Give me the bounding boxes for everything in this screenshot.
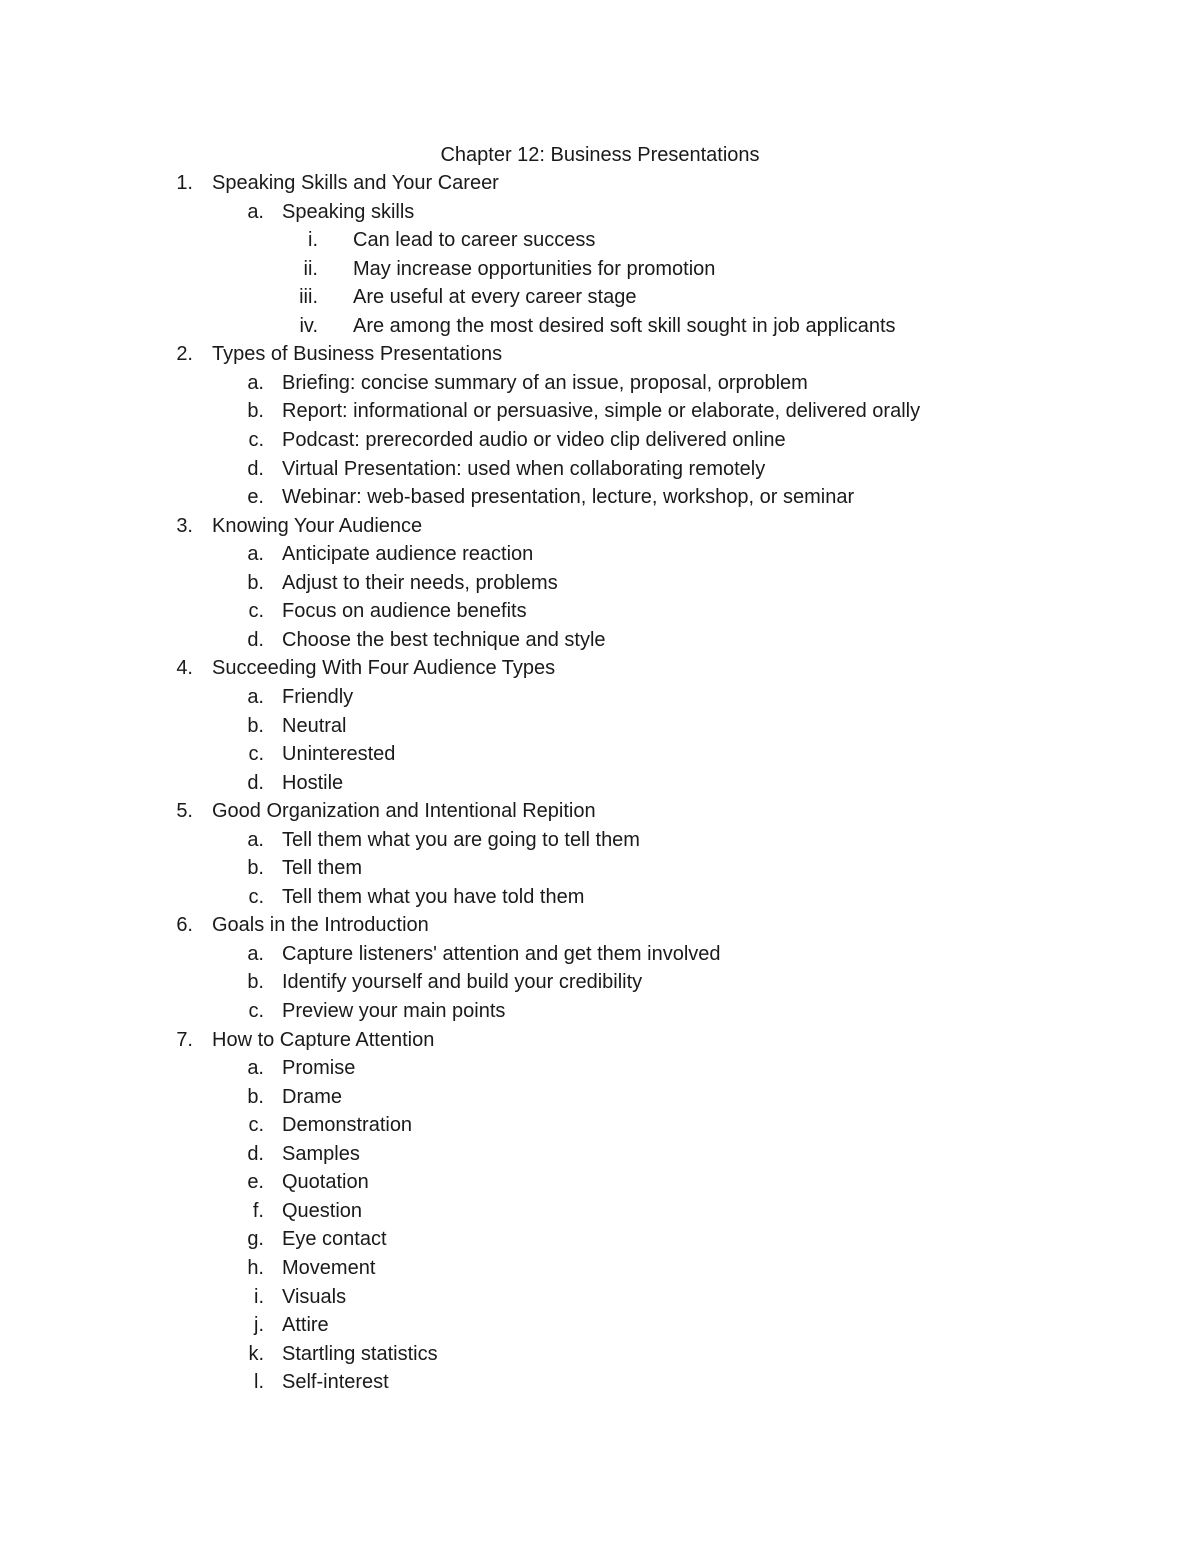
- list-text: Drame: [282, 1085, 343, 1108]
- list-text: Capture listeners' attention and get them involved: [282, 942, 721, 965]
- list-item: [0, 569, 1200, 597]
- list-text: Tell them what you have told them: [282, 885, 585, 908]
- list-item: [0, 426, 1200, 454]
- list-text: Report: informational or persuasive, simple or elaborate, delivered orally: [282, 400, 921, 423]
- list-text: Focus on audience benefits: [282, 600, 527, 623]
- list-text: Goals in the Introduction: [212, 914, 429, 937]
- list-text: Types of Business Presentations: [212, 343, 503, 366]
- list-marker: a.: [247, 1057, 264, 1080]
- list-item: [0, 683, 1200, 711]
- list-text: Speaking Skills and Your Career: [212, 172, 499, 194]
- list-item: [0, 826, 1200, 854]
- list-marker: a.: [247, 371, 264, 394]
- list-item: [0, 597, 1200, 625]
- list-item: [0, 626, 1200, 654]
- list-item: [0, 883, 1200, 911]
- list-text: Samples: [282, 1142, 360, 1165]
- list-text: Identify yourself and build your credibility: [282, 971, 643, 994]
- list-item: [0, 1197, 1200, 1225]
- list-marker: d.: [247, 628, 264, 651]
- list-marker: e.: [247, 486, 264, 509]
- list-marker: b.: [247, 857, 264, 880]
- list-text: Quotation: [282, 1171, 369, 1194]
- list-marker: h.: [247, 1256, 264, 1279]
- list-text: Promise: [282, 1057, 356, 1080]
- list-marker: c.: [248, 1114, 264, 1137]
- list-text: Speaking skills: [282, 200, 415, 223]
- list-item: [0, 1140, 1200, 1168]
- list-marker: e.: [247, 1171, 264, 1194]
- list-marker: a.: [247, 942, 264, 965]
- list-marker: c.: [248, 428, 264, 451]
- list-text: Neutral: [282, 714, 347, 737]
- list-item: [0, 369, 1200, 397]
- list-item: [0, 1054, 1200, 1082]
- list-marker: a.: [247, 828, 264, 851]
- list-item: [0, 968, 1200, 996]
- list-text: Friendly: [282, 685, 354, 708]
- list-marker: b.: [247, 1085, 264, 1108]
- list-marker: iii.: [299, 286, 318, 309]
- list-text: Can lead to career success: [353, 229, 596, 252]
- list-marker: a.: [247, 200, 264, 223]
- list-marker: 7.: [176, 1028, 193, 1051]
- list-marker: 4.: [176, 657, 193, 680]
- list-item: [0, 854, 1200, 882]
- list-text: Movement: [282, 1256, 376, 1279]
- list-marker: b.: [247, 971, 264, 994]
- list-item: [0, 1225, 1200, 1253]
- list-item: [0, 1311, 1200, 1339]
- list-text: Self-interest: [282, 1371, 389, 1394]
- list-text: Preview your main points: [282, 1000, 506, 1022]
- list-text: Webinar: web-based presentation, lecture, workshop, or seminar: [282, 486, 855, 509]
- list-marker: c.: [248, 1000, 264, 1022]
- list-marker: f.: [252, 1199, 264, 1222]
- section-heading: [0, 797, 1200, 825]
- list-marker: l.: [254, 1371, 264, 1394]
- list-text: Question: [282, 1199, 363, 1222]
- list-marker: 2.: [176, 343, 193, 366]
- sub-list-item: [0, 226, 1200, 254]
- list-marker: c.: [248, 885, 264, 908]
- list-text: Attire: [282, 1314, 329, 1336]
- list-marker: i.: [254, 1285, 264, 1308]
- list-item: [0, 740, 1200, 768]
- section-heading: [0, 1026, 1200, 1054]
- list-marker: d.: [247, 771, 264, 794]
- list-marker: b.: [247, 714, 264, 737]
- list-item: [0, 1368, 1200, 1396]
- list-item: [0, 1254, 1200, 1282]
- list-text: How to Capture Attention: [212, 1028, 435, 1051]
- list-text: Tell them: [282, 857, 363, 880]
- sub-list-item: [0, 283, 1200, 311]
- list-marker: a.: [247, 543, 264, 566]
- list-marker: 3.: [176, 514, 193, 537]
- list-marker: 6.: [176, 914, 193, 937]
- list-item: [0, 769, 1200, 797]
- list-marker: a.: [247, 685, 264, 708]
- list-item: [0, 397, 1200, 425]
- list-marker: b.: [247, 400, 264, 423]
- list-text: Podcast: prerecorded audio or video clip delivered online: [282, 428, 786, 451]
- list-text: Are among the most desired soft skill sought in job applicants: [353, 314, 896, 337]
- list-marker: 1.: [176, 172, 193, 194]
- list-text: Eye contact: [282, 1228, 387, 1251]
- list-text: Adjust to their needs, problems: [282, 571, 558, 594]
- list-marker: k.: [248, 1342, 264, 1365]
- list-item: [0, 1111, 1200, 1139]
- list-text: Good Organization and Intentional Repition: [212, 800, 596, 823]
- list-item: [0, 997, 1200, 1025]
- list-text: Briefing: concise summary of an issue, proposal, orproblem: [282, 371, 808, 394]
- list-text: Are useful at every career stage: [353, 286, 637, 309]
- list-text: Hostile: [282, 771, 344, 794]
- list-marker: iv.: [299, 314, 318, 337]
- list-text: Visuals: [282, 1285, 347, 1308]
- list-text: May increase opportunities for promotion: [353, 257, 716, 280]
- list-text: Anticipate audience reaction: [282, 543, 534, 566]
- list-item: [0, 483, 1200, 511]
- list-text: Uninterested: [282, 743, 396, 765]
- section-heading: [0, 654, 1200, 682]
- list-text: Tell them what you are going to tell them: [282, 828, 640, 851]
- section-heading: [0, 340, 1200, 368]
- list-item: [0, 1340, 1200, 1368]
- list-marker: i.: [308, 229, 318, 252]
- list-item: [0, 1083, 1200, 1111]
- sub-list-item: [0, 255, 1200, 283]
- list-text: Knowing Your Audience: [212, 514, 423, 537]
- list-marker: b.: [247, 571, 264, 594]
- section-heading: [0, 169, 1200, 197]
- list-item: [0, 540, 1200, 568]
- list-marker: c.: [248, 743, 264, 765]
- list-marker: g.: [247, 1228, 264, 1251]
- list-item: [0, 455, 1200, 483]
- list-item: [0, 940, 1200, 968]
- list-item: [0, 198, 1200, 226]
- list-item: [0, 1283, 1200, 1311]
- list-marker: d.: [247, 457, 264, 480]
- list-text: Choose the best technique and style: [282, 628, 606, 651]
- list-item: [0, 712, 1200, 740]
- document-title: Chapter 12: Business Presentations: [440, 144, 760, 166]
- list-marker: d.: [247, 1142, 264, 1165]
- list-text: Succeeding With Four Audience Types: [212, 657, 556, 680]
- list-item: [0, 1168, 1200, 1196]
- list-marker: ii.: [303, 257, 318, 280]
- list-text: Virtual Presentation: used when collaborating remotely: [282, 457, 766, 480]
- section-heading: [0, 512, 1200, 540]
- list-text: Startling statistics: [282, 1342, 438, 1365]
- section-heading: [0, 911, 1200, 939]
- sub-list-item: [0, 312, 1200, 340]
- list-marker: c.: [248, 600, 264, 623]
- list-marker: j.: [254, 1314, 264, 1336]
- list-marker: 5.: [176, 800, 193, 823]
- list-text: Demonstration: [282, 1114, 413, 1137]
